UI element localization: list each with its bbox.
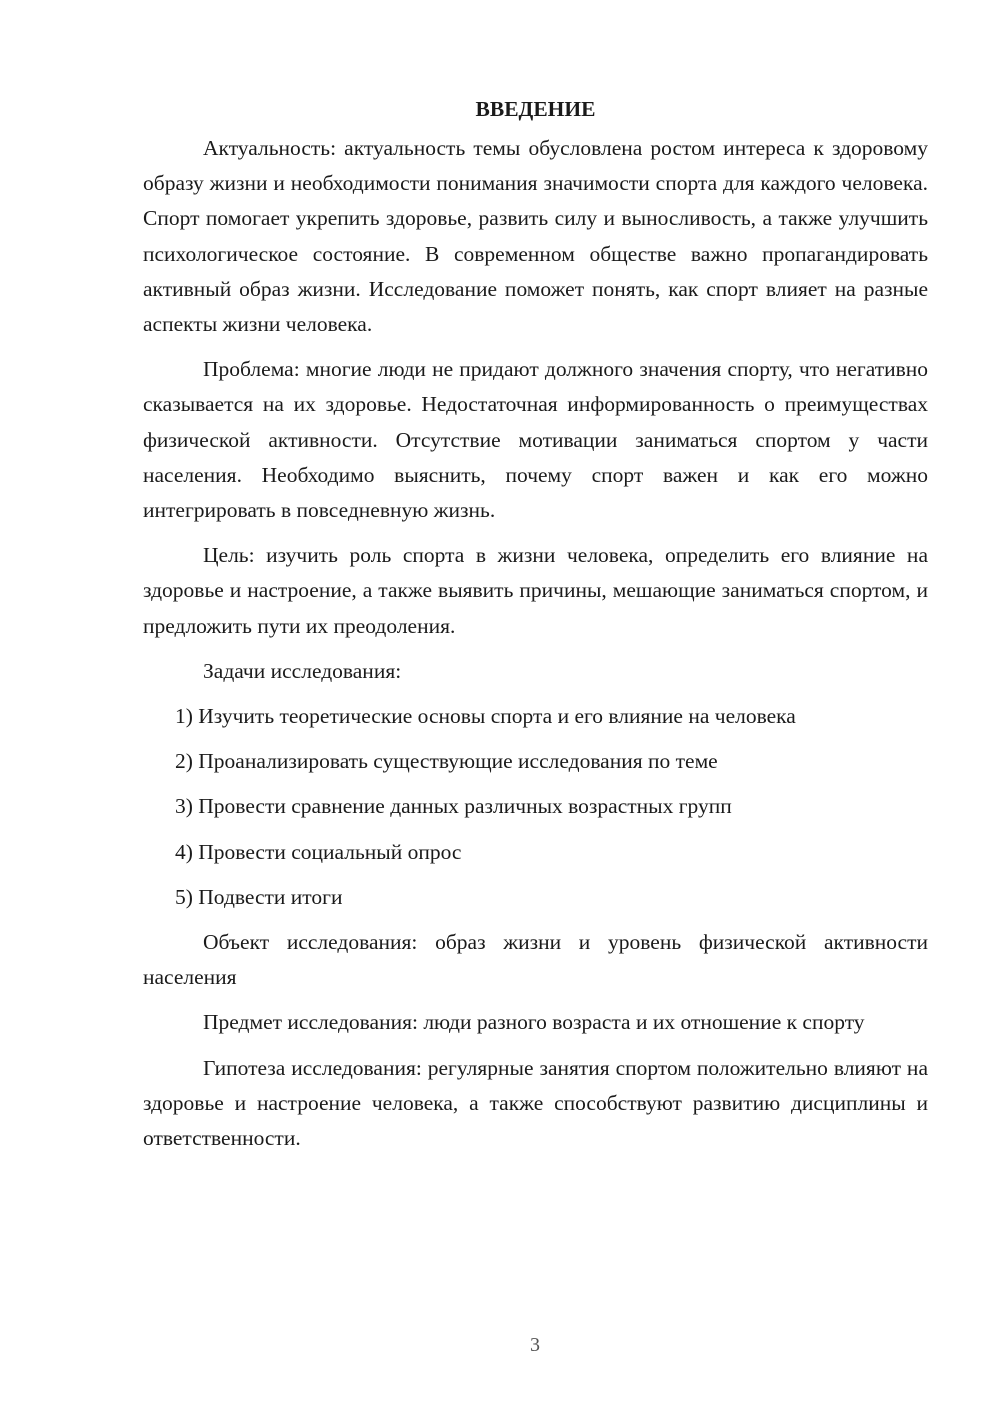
paragraph-hypothesis: Гипотеза исследования: регулярные занятия спортом положительно влияют на здоровье и настроение человека, а также способствуют развитию дисциплины и ответственности. [143, 1055, 928, 1151]
document-page [143, 92, 928, 1166]
paragraph-goal: Цель: изучить роль спорта в жизни человека, определить его влияние на здоровье и настроение, а также выявить причины, мешающие заниматься спортом, и предложить пути их преодоления. [143, 543, 928, 638]
task-item: 4) Провести социальный опрос [175, 839, 462, 864]
paragraph-object: Объект исследования: образ жизни и уровень физической активности населения [143, 930, 928, 990]
task-item: 3) Провести сравнение данных различных возрастных групп [175, 794, 732, 819]
section-title: ВВЕДЕНИЕ [475, 97, 596, 121]
paragraph-subject: Предмет исследования: люди разного возраста и их отношение к спорту [203, 1010, 865, 1035]
page-number: 3 [530, 1334, 540, 1356]
task-item: 5) Подвести итоги [175, 884, 343, 909]
task-item: 1) Изучить теоретические основы спорта и его влияние на человека [175, 704, 796, 729]
paragraph-problem: Проблема: многие люди не придают должного значения спорту, что негативно сказывается на их здоровье. Недостаточная информированность о преимуществах физической активности. Отсутствие мотивации заниматься спортом у части населения. Необходимо выяснить, почему спорт важен и как его можно интегрировать в повседневную жизнь. [143, 357, 928, 523]
task-list [143, 699, 928, 915]
tasks-heading: Задачи исследования: [203, 658, 402, 683]
paragraph-relevance: Актуальность: актуальность темы обусловлена ростом интереса к здоровому образу жизни и необходимости понимания значимости спорта для каждого человека. Спорт помогает укрепить здоровье, развить силу и выносливость, а также улучшить психологическое состояние. В современном обществе важно пропагандировать активный образ жизни. Исследование поможет понять, как спорт влияет на разные аспекты жизни человека. [143, 136, 928, 337]
task-item: 2) Проанализировать существующие исследования по теме [175, 749, 718, 774]
